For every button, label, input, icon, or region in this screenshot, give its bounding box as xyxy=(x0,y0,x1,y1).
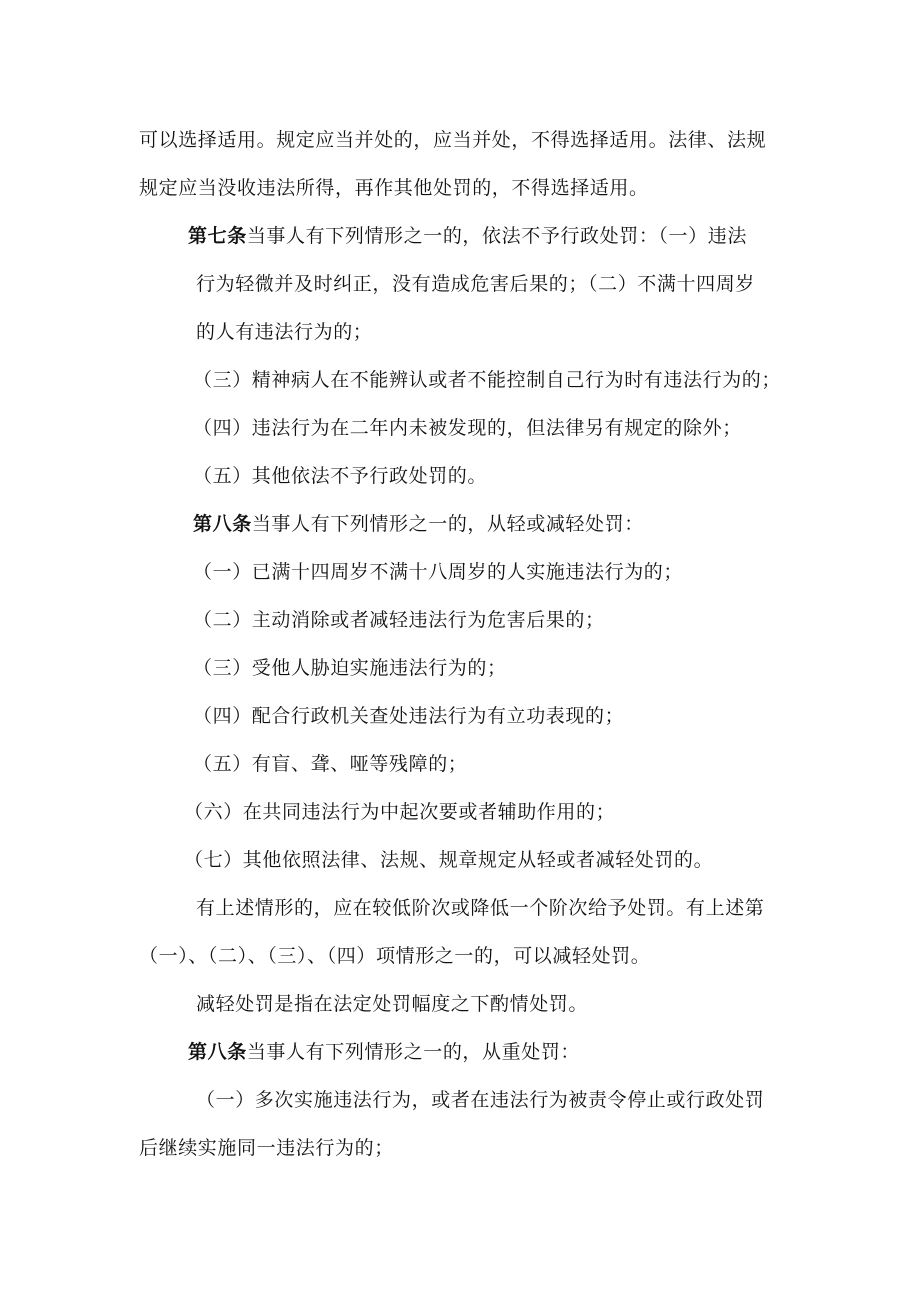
text-line: （一）、（二）、（三）、（四）项情形之一的，可以减轻处罚。 xyxy=(139,945,651,967)
list-item: （一）多次实施违法行为，或者在违法行为被责令停止或行政处罚 xyxy=(196,1089,765,1111)
list-item: （六）在共同违法行为中起次要或者辅助作用的； xyxy=(184,801,616,823)
text-line: 的人有违法行为的； xyxy=(196,321,373,343)
article-label: 第八条 xyxy=(193,513,252,535)
text-line: 行为轻微并及时纠正，没有造成危害后果的；（二）不满十四周岁 xyxy=(196,273,755,295)
text-line: 有上述情形的，应在较低阶次或降低一个阶次给予处罚。有上述第 xyxy=(196,897,765,919)
list-item: （二）主动消除或者减轻违法行为危害后果的； xyxy=(193,609,605,631)
list-item: （四）配合行政机关查处违法行为有立功表现的； xyxy=(193,705,625,727)
list-item: （三）受他人胁迫实施违法行为的； xyxy=(193,657,507,679)
text-line: 减轻处罚是指在法定处罚幅度之下酌情处罚。 xyxy=(196,993,589,1015)
text-span: 当事人有下列情形之一的，依法不予行政处罚：（一）违法 xyxy=(246,225,747,247)
text-span: 当事人有下列情形之一的，从重处罚： xyxy=(246,1041,581,1063)
text-line: 后继续实施同一违法行为的； xyxy=(139,1137,394,1159)
list-item: （四）违法行为在二年内未被发现的，但法律另有规定的除外； xyxy=(193,417,742,439)
list-item: （一）已满十四周岁不满十八周岁的人实施违法行为的； xyxy=(193,561,684,583)
article-label: 第八条 xyxy=(188,1041,247,1063)
text-line: 规定应当没收违法所得，再作其他处罚的，不得选择适用。 xyxy=(139,177,649,199)
list-item: （五）有盲、聋、哑等残障的； xyxy=(193,753,468,775)
text-span: 当事人有下列情形之一的，从轻或减轻处罚： xyxy=(251,513,644,535)
list-item: （五）其他依法不予行政处罚的。 xyxy=(193,465,488,487)
article-8-line xyxy=(193,512,644,536)
article-label: 第七条 xyxy=(188,225,247,247)
list-item: （三）精神病人在不能辨认或者不能控制自己行为时有违法行为的； xyxy=(193,369,782,391)
list-item: （七）其他依照法律、法规、规章规定从轻或者减轻处罚的。 xyxy=(184,849,714,871)
article-8-line-repeat xyxy=(188,1040,580,1064)
text-line: 可以选择适用。规定应当并处的，应当并处，不得选择适用。法律、法规 xyxy=(139,129,767,151)
article-7-line xyxy=(188,224,747,248)
